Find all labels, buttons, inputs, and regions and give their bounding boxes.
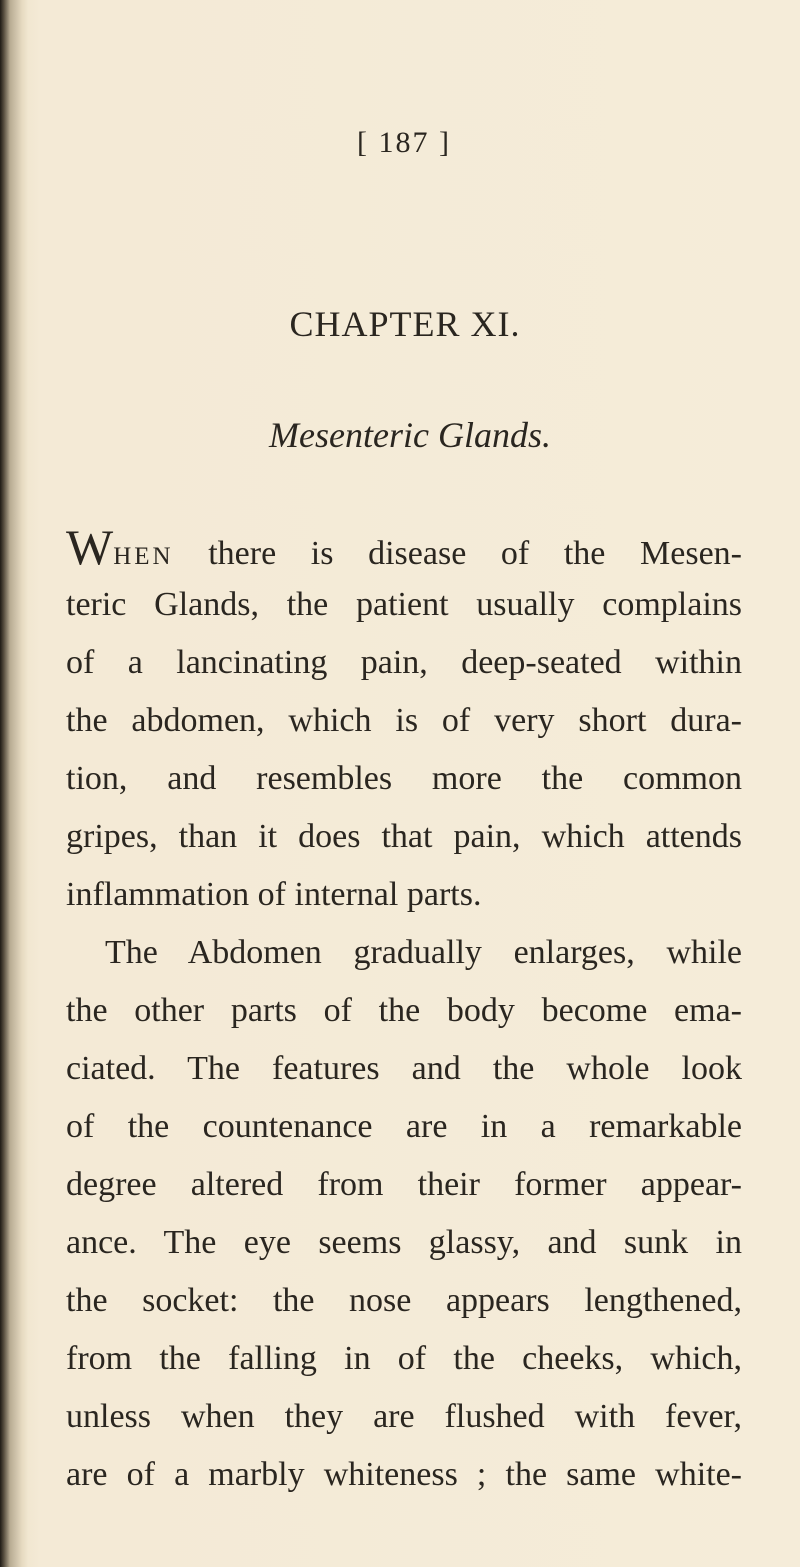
text-line: the abdomen, which is of very short dura- (66, 702, 742, 739)
small-caps-word: HEN (113, 543, 174, 570)
text-line: ance. The eye seems glassy, and sunk in (66, 1224, 742, 1261)
page-gutter-shadow (0, 0, 28, 1567)
text-line: of the countenance are in a remarkable (66, 1108, 742, 1145)
text-line-first (66, 518, 742, 576)
page-number: [ 187 ] (357, 126, 451, 159)
text-line: teric Glands, the patient usually complains (66, 586, 742, 623)
text-line: inflammation of internal parts. (66, 876, 482, 913)
text-line: of a lancinating pain, deep-seated within (66, 644, 742, 681)
chapter-subtitle: Mesenteric Glands. (269, 415, 551, 455)
text-line: tion, and resembles more the common (66, 760, 742, 797)
text-line: ciated. The features and the whole look (66, 1050, 742, 1087)
text-line: The Abdomen gradually enlarges, while (105, 934, 742, 971)
text-line: gripes, than it does that pain, which attends (66, 818, 742, 855)
text-line: unless when they are flushed with fever, (66, 1398, 742, 1435)
first-line-rest: there is disease of the Mesen- (173, 535, 742, 572)
text-line: are of a marbly whiteness ; the same white- (66, 1456, 742, 1493)
drop-cap: W (66, 519, 114, 575)
text-line: the other parts of the body become ema- (66, 992, 742, 1029)
text-line: from the falling in of the cheeks, which, (66, 1340, 742, 1377)
text-line: the socket: the nose appears lengthened, (66, 1282, 742, 1319)
chapter-heading: CHAPTER XI. (289, 304, 521, 344)
body-text (66, 518, 742, 1504)
text-line: degree altered from their former appear- (66, 1166, 742, 1203)
